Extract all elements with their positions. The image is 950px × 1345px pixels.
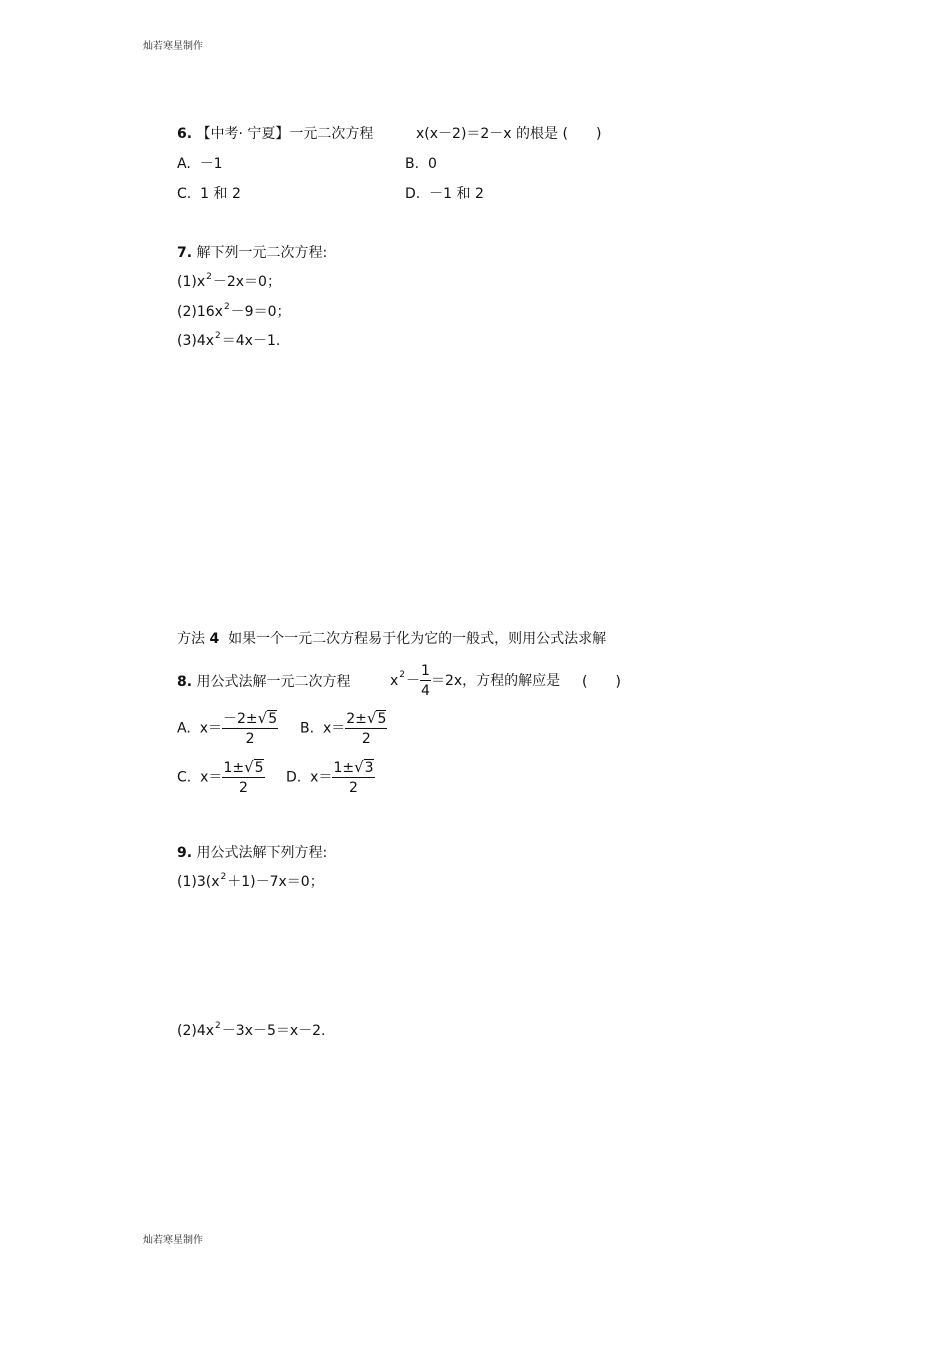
item-suffix: －9＝0；: [230, 304, 291, 320]
question-7-item-1: [177, 272, 281, 290]
option-label: B.: [405, 156, 420, 172]
fraction-denominator: 2: [349, 780, 358, 796]
option-lhs: x＝: [322, 720, 346, 737]
method-text: 如果一个一元二次方程易于化为它的一般式，则用公式法求解: [228, 631, 607, 647]
question-9-item-1: [177, 872, 324, 890]
item-prefix: (1)x: [177, 274, 206, 290]
question-7-item-2: [177, 302, 291, 320]
page-header: 灿若寒星制作: [143, 41, 203, 52]
numerator-text: 2±: [346, 711, 367, 727]
option-value: －1: [199, 156, 223, 172]
option-c: [177, 760, 265, 795]
option-b: [405, 157, 437, 171]
option-d: [286, 760, 375, 795]
fraction-numerator: 1: [421, 663, 430, 679]
question-text: 解下列一元二次方程:: [196, 245, 328, 261]
option-value: －1 和 2: [429, 186, 484, 202]
option-a: [177, 711, 278, 746]
question-6-stem: [177, 127, 373, 141]
question-8-equation: [390, 664, 560, 698]
item-suffix: －3x－5＝x－2.: [221, 1023, 326, 1039]
item-suffix: ＋1)－7x＝0；: [227, 874, 324, 890]
fraction-numerator: [332, 760, 374, 778]
radicand: 5: [268, 711, 278, 727]
option-d: [405, 187, 484, 201]
option-value: 1 和 2: [200, 186, 241, 202]
question-9-item-2: [177, 1021, 326, 1039]
option-lhs: x＝: [310, 769, 333, 786]
question-9-stem: [177, 846, 327, 860]
equation-variable: x: [390, 673, 399, 689]
question-number: 7.: [177, 245, 193, 261]
fraction-denominator: 2: [239, 780, 248, 796]
option-label: B.: [300, 720, 315, 737]
equation-tail: 的根是 ( ): [516, 126, 602, 142]
radicand: 5: [377, 711, 387, 727]
option-value: 0: [427, 156, 437, 172]
exponent: 2: [215, 331, 221, 341]
question-6-equation: [416, 127, 601, 141]
question-text: 用公式法解下列方程:: [196, 845, 328, 861]
sqrt-icon: √: [366, 709, 377, 727]
question-number: 8.: [177, 674, 193, 690]
question-7-item-3: [177, 331, 281, 349]
minus-sign: －: [406, 673, 421, 689]
equation-text: x(x－2)＝2－x: [416, 126, 512, 142]
fraction-numerator: [222, 711, 278, 729]
sqrt-icon: √: [354, 758, 364, 776]
fraction: [420, 664, 431, 698]
radicand: 5: [254, 760, 264, 776]
exponent: 2: [220, 872, 227, 882]
question-number: 9.: [177, 845, 193, 861]
option-lhs: x＝: [200, 769, 223, 786]
item-prefix: (2)4x: [177, 1023, 215, 1039]
sqrt-icon: √: [244, 758, 254, 776]
fraction-denominator: 2: [245, 731, 255, 747]
option-label: C.: [177, 769, 192, 786]
option-lhs: x＝: [199, 720, 222, 737]
option-label: C.: [177, 186, 192, 202]
page-footer: 灿若寒星制作: [143, 1235, 203, 1246]
option-c: [177, 187, 241, 201]
question-source: 【中考· 宁夏】一元二次方程: [196, 126, 374, 142]
option-b: [300, 711, 387, 746]
numerator-text: 1±: [223, 760, 245, 776]
method-label: 方法: [177, 631, 205, 647]
exponent: 2: [399, 669, 406, 680]
fraction: [345, 711, 387, 746]
numerator-text: 1±: [333, 760, 355, 776]
question-8-stem: [177, 675, 351, 689]
exponent: 2: [215, 1021, 221, 1031]
exponent: 2: [223, 302, 230, 312]
fraction-denominator: 4: [421, 683, 430, 699]
option-a: [177, 157, 223, 171]
option-label: A.: [177, 156, 191, 172]
method-number: 4: [209, 631, 220, 647]
fraction: [222, 760, 264, 795]
item-suffix: －2x＝0；: [212, 274, 281, 290]
item-prefix: (3)4x: [177, 333, 215, 349]
equation-rest: ＝2x，方程的解应是: [430, 673, 561, 689]
fraction-numerator: [345, 711, 387, 729]
sqrt-icon: √: [257, 709, 268, 727]
item-prefix: (1)3(x: [177, 874, 220, 890]
fraction: [222, 711, 278, 746]
radicand: 3: [364, 760, 374, 776]
option-label: A.: [177, 720, 191, 737]
fraction-denominator: 2: [361, 731, 371, 747]
answer-parentheses: ( ): [582, 674, 621, 690]
exponent: 2: [206, 272, 212, 282]
question-text: 用公式法解一元二次方程: [196, 674, 351, 690]
fraction: [332, 760, 374, 795]
numerator-text: －2±: [222, 711, 258, 727]
method-heading: [177, 632, 606, 646]
item-suffix: ＝4x－1.: [221, 333, 281, 349]
fraction-numerator: [222, 760, 264, 778]
item-prefix: (2)16x: [177, 304, 223, 320]
option-label: D.: [286, 769, 302, 786]
option-label: D.: [405, 186, 421, 202]
question-7-stem: [177, 246, 327, 260]
question-number: 6.: [177, 126, 193, 142]
